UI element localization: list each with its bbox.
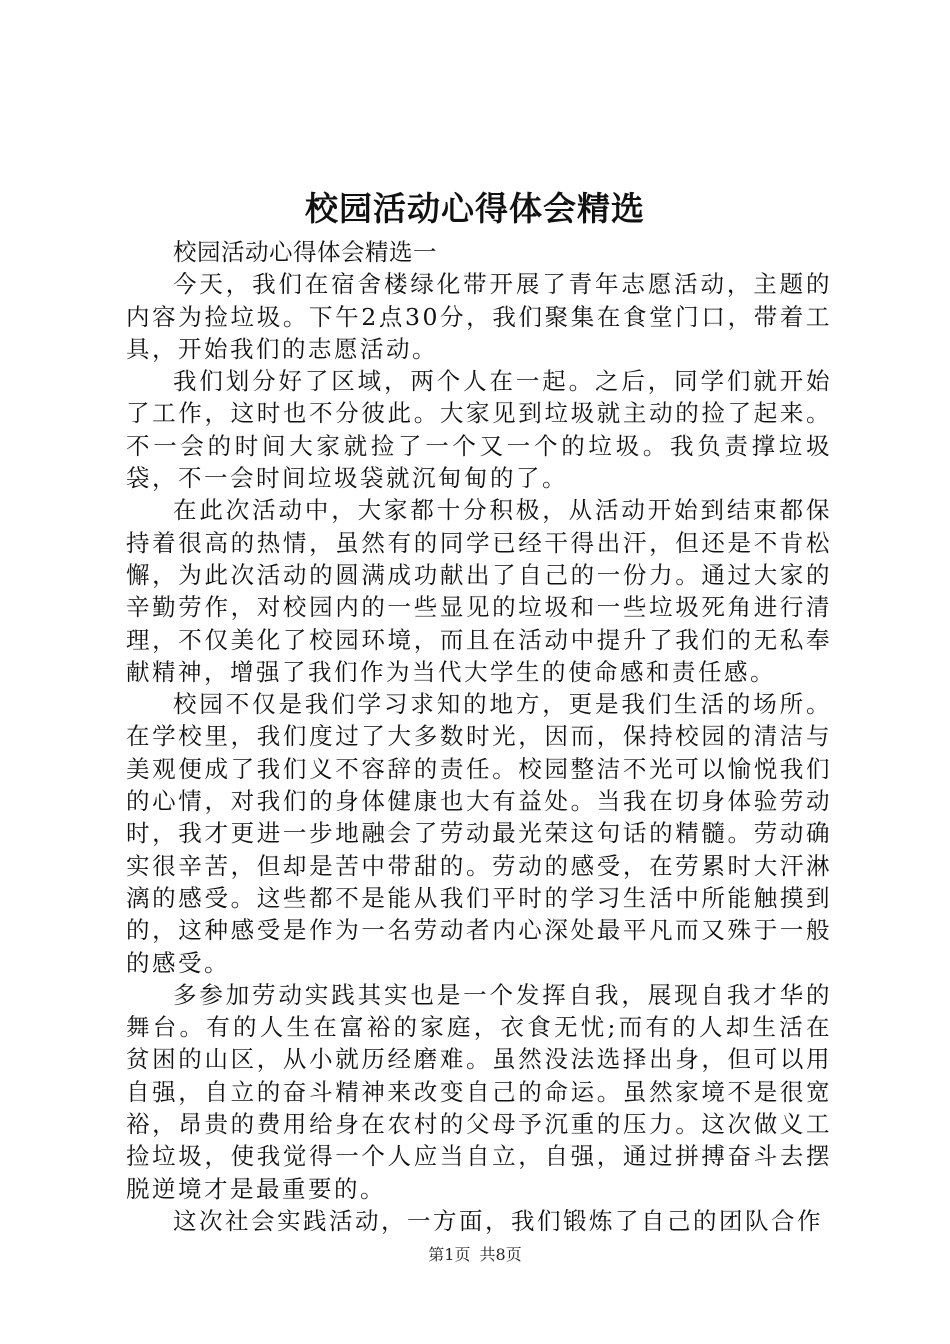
- page-footer: [0, 1245, 950, 1265]
- document-title: 校园活动心得体会精选: [305, 189, 645, 228]
- paragraph-3: 在此次活动中，大家都十分积极，从活动开始到结束都保持着很高的热情，虽然有的同学已经干得出汗，但还是不肯松懈，为此次活动的圆满成功献出了自己的一份力。通过大家的辛勤劳作，对校园内的一些显见的垃圾和一些垃圾死角进行清理，不仅美化了校园环境，而且在活动中提升了我们的无私奉献精神，增强了我们作为当代大学生的使命感和责任感。: [126, 496, 832, 686]
- paragraph-2: 我们划分好了区域，两个人在一起。之后，同学们就开始了工作，这时也不分彼此。大家见到垃圾就主动的捡了起来。不一会的时间大家就捡了一个又一个的垃圾。我负责撑垃圾袋，不一会时间垃圾袋就沉甸甸的了。: [126, 367, 832, 493]
- document-body: [126, 236, 832, 1237]
- page-number: 第1页: [428, 1245, 471, 1264]
- paragraph-6: 这次社会实践活动，一方面，我们锻炼了自己的团队合作: [173, 1206, 823, 1235]
- paragraph-1: 今天，我们在宿舍楼绿化带开展了青年志愿活动，主题的内容为捡垃圾。下午2点30分，我们聚集在食堂门口，带着工具，开始我们的志愿活动。: [126, 270, 832, 363]
- section-subtitle: 校园活动心得体会精选一: [173, 238, 437, 266]
- total-pages: 共8页: [479, 1245, 522, 1264]
- paragraph-5: 多参加劳动实践其实也是一个发挥自我，展现自我才华的舞台。有的人生在富裕的家庭，衣食无忧;而有的人却生活在贫困的山区，从小就历经磨难。虽然没法选择出身，但可以用自强，自立的奋斗精神来改变自己的命运。虽然家境不是很宽裕，昂贵的费用给身在农村的父母予沉重的压力。这次做义工捡垃圾，使我觉得一个人应当自立，自强，通过拼搏奋斗去摆脱逆境才是最重要的。: [126, 980, 832, 1203]
- paragraph-4: 校园不仅是我们学习求知的地方，更是我们生活的场所。在学校里，我们度过了大多数时光，因而，保持校园的清洁与美观便成了我们义不容辞的责任。校园整洁不光可以愉悦我们的心情，对我们的身体健康也大有益处。当我在切身体验劳动时，我才更进一步地融会了劳动最光荣这句话的精髓。劳动确实很辛苦，但却是苦中带甜的。劳动的感受，在劳累时大汗淋漓的感受。这些都不是能从我们平时的学习生活中所能触摸到的，这种感受是作为一名劳动者内心深处最平凡而又殊于一般的感受。: [126, 690, 832, 977]
